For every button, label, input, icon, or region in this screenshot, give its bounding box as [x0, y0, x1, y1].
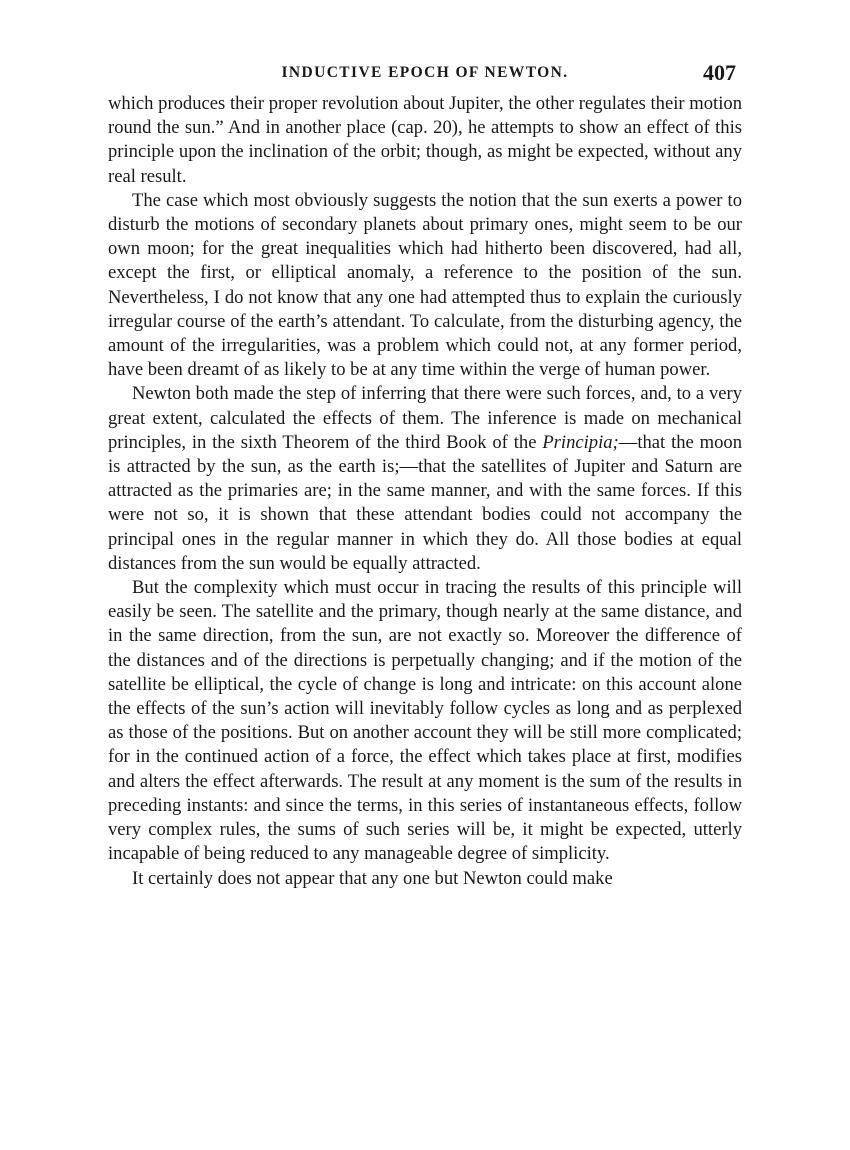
body-text: [108, 92, 742, 891]
paragraph-text: —that the moon is attracted by the sun, as the earth is;—that the satellites of Jupiter and Saturn are attracted as the primaries are; in the same manner, and with the same forces. If this were not so, it is shown that these attendant bodies could not accompany the principal ones in the regular manner in which they do. All those bodies at equal distances from the sun would be equally attracted.: [108, 431, 743, 574]
paragraph: which produces their proper revolution about Jupiter, the other regulates their motion round the sun.” And in another place (cap. 20), he attempts to show an effect of this principle upon the inclination of the orbit; though, as might be expected, without any real result.: [108, 93, 742, 187]
paragraph: [108, 382, 742, 576]
book-page: [108, 60, 742, 891]
running-title: INDUCTIVE EPOCH OF NEWTON.: [281, 64, 569, 81]
paragraph-text: Newton both made the step of inferring that there were such forces, and, to a very great extent, calculated the effects of them. The inference is made on mechanical principles, in the sixth Theorem of the third Book of the: [108, 383, 742, 453]
paragraph: It certainly does not appear that any one but Newton could make: [132, 867, 613, 889]
book-title-principia: Principia;: [542, 431, 619, 453]
paragraph: The case which most obviously suggests the notion that the sun exerts a power to disturb the motions of secondary planets about primary ones, might seem to be our own moon; for the great inequalities which had hitherto been discovered, had all, except the first, or elliptical anomaly, a reference to the position of the sun. Nevertheless, I do not know that any one had attempted thus to explain the curiously irregular course of the earth’s attendant. To calculate, from the disturbing agency, the amount of the irregularities, was a problem which could not, at any former period, have been dreamt of as likely to be at any time within the verge of human power.: [108, 189, 742, 381]
page-number: 407: [703, 60, 736, 85]
paragraph: But the complexity which must occur in tracing the results of this principle will easily be seen. The satellite and the primary, though nearly at the same distance, and in the same direction, from the sun, are not exactly so. Moreover the difference of the distances and of the directions is perpetually changing; and if the motion of the satellite be elliptical, the cycle of change is long and intricate: on this account alone the effects of the sun’s action will inevitably follow cycles as long and as perplexed as those of the positions. But on another account they will be still more complicated; for in the continued action of a force, the effect which takes place at first, modifies and alters the effect afterwards. The result at any moment is the sum of the results in preceding instants: and since the terms, in this series of instantaneous effects, follow very complex rules, the sums of such series will be, it might be expected, utterly incapable of being reduced to any manageable degree of simplicity.: [108, 577, 742, 865]
running-head: [108, 60, 742, 92]
